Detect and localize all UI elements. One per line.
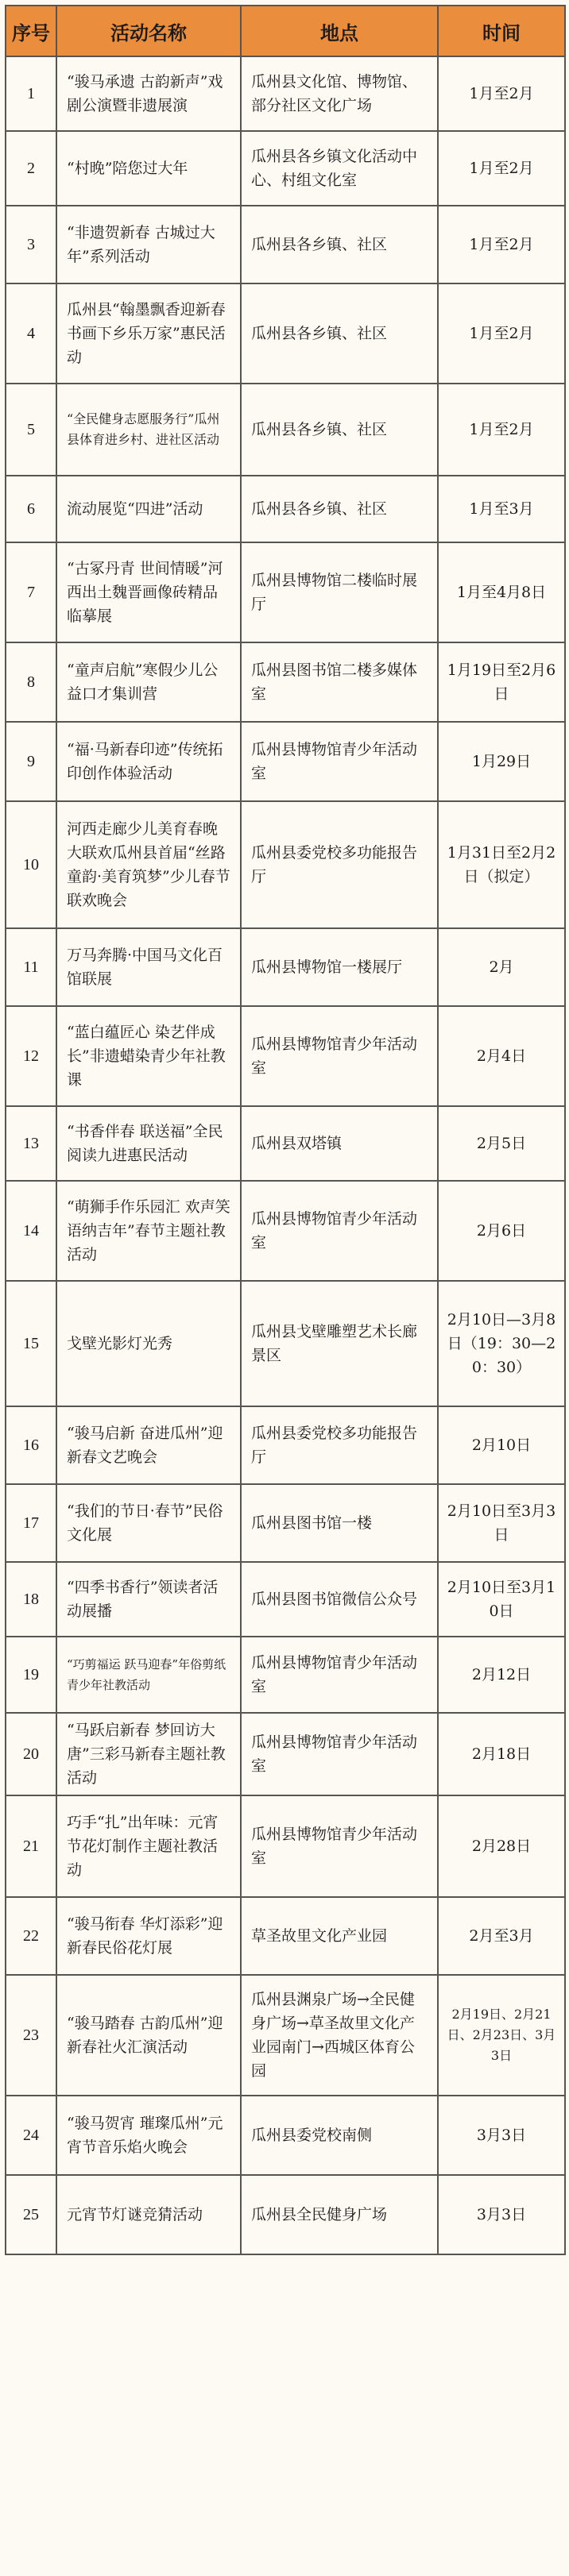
cell-location: 瓜州县戈壁雕塑艺术长廊景区: [241, 1281, 438, 1406]
cell-num: 6: [6, 476, 56, 542]
cell-time: 1月31日至2月2日（拟定）: [438, 801, 565, 928]
cell-time: 1月至2月: [438, 56, 565, 131]
cell-activity: “福·马新春印迹”传统拓印创作体验活动: [56, 722, 241, 801]
cell-time: 1月至2月: [438, 384, 565, 476]
cell-num: 21: [6, 1795, 56, 1897]
cell-num: 7: [6, 542, 56, 642]
cell-num: 16: [6, 1406, 56, 1484]
cell-num: 22: [6, 1897, 56, 1975]
cell-num: 14: [6, 1181, 56, 1281]
cell-activity: 巧手“扎”出年味：元宵节花灯制作主题社教活动: [56, 1795, 241, 1897]
cell-time: 1月29日: [438, 722, 565, 801]
table-row: [6, 131, 565, 206]
cell-time: 2月6日: [438, 1181, 565, 1281]
cell-time: 2月28日: [438, 1795, 565, 1897]
table-row: [6, 1562, 565, 1637]
table-row: [6, 1795, 565, 1897]
cell-activity: “骏马启新 奋进瓜州”迎新春文艺晚会: [56, 1406, 241, 1484]
table-row: [6, 1975, 565, 2096]
cell-location: 瓜州县文化馆、博物馆、部分社区文化广场: [241, 56, 438, 131]
table-row: [6, 642, 565, 722]
cell-activity: “我们的节日·春节”民俗文化展: [56, 1484, 241, 1562]
cell-num: 10: [6, 801, 56, 928]
cell-time: 2月至3月: [438, 1897, 565, 1975]
cell-time: 1月至3月: [438, 476, 565, 542]
cell-activity: “骏马衔春 华灯添彩”迎新春民俗花灯展: [56, 1897, 241, 1975]
cell-location: 瓜州县博物馆青少年活动室: [241, 722, 438, 801]
table-row: [6, 1484, 565, 1562]
cell-activity: “全民健身志愿服务行”瓜州县体育进乡村、进社区活动: [56, 384, 241, 476]
cell-activity: 戈壁光影灯光秀: [56, 1281, 241, 1406]
table-row: [6, 56, 565, 131]
cell-time: 1月至2月: [438, 206, 565, 283]
cell-location: 瓜州县博物馆一楼展厅: [241, 928, 438, 1006]
table-row: [6, 1637, 565, 1713]
cell-location: 瓜州县博物馆二楼临时展厅: [241, 542, 438, 642]
table-row: [6, 542, 565, 642]
cell-activity: “萌狮手作乐园汇 欢声笑语纳吉年”春节主题社教活动: [56, 1181, 241, 1281]
cell-activity: 万马奔腾·中国马文化百馆联展: [56, 928, 241, 1006]
cell-num: 25: [6, 2175, 56, 2254]
cell-time: 1月至4月8日: [438, 542, 565, 642]
cell-num: 24: [6, 2096, 56, 2175]
cell-num: 11: [6, 928, 56, 1006]
cell-time: 2月5日: [438, 1106, 565, 1181]
cell-location: 瓜州县各乡镇、社区: [241, 476, 438, 542]
cell-location: 瓜州县各乡镇、社区: [241, 384, 438, 476]
table-row: [6, 384, 565, 476]
activity-schedule-table: [5, 5, 566, 2255]
cell-num: 2: [6, 131, 56, 206]
cell-num: 19: [6, 1637, 56, 1713]
table-row: [6, 2096, 565, 2175]
cell-time: 1月至2月: [438, 131, 565, 206]
cell-activity: “古冢丹青 世间情暖”河西出土魏晋画像砖精品临摹展: [56, 542, 241, 642]
cell-activity: “马跃启新春 梦回访大唐”三彩马新春主题社教活动: [56, 1713, 241, 1795]
cell-location: 瓜州县博物馆青少年活动室: [241, 1637, 438, 1713]
table-row: [6, 476, 565, 542]
cell-activity: 瓜州县“翰墨飘香迎新春 书画下乡乐万家”惠民活动: [56, 283, 241, 384]
cell-num: 12: [6, 1006, 56, 1106]
cell-time: 2月10日: [438, 1406, 565, 1484]
cell-num: 4: [6, 283, 56, 384]
cell-location: 瓜州县全民健身广场: [241, 2175, 438, 2254]
table-row: [6, 1713, 565, 1795]
table-row: [6, 1897, 565, 1975]
header-activity: 活动名称: [56, 6, 241, 56]
cell-activity: “童声启航”寒假少儿公益口才集训营: [56, 642, 241, 722]
cell-location: 瓜州县委党校多功能报告厅: [241, 801, 438, 928]
cell-num: 23: [6, 1975, 56, 2096]
cell-location: 瓜州县委党校南侧: [241, 2096, 438, 2175]
cell-time: 2月10日至3月10日: [438, 1562, 565, 1637]
table-row: [6, 283, 565, 384]
cell-time: 3月3日: [438, 2096, 565, 2175]
table-row: [6, 1106, 565, 1181]
table-row: [6, 722, 565, 801]
cell-num: 13: [6, 1106, 56, 1181]
cell-location: 瓜州县双塔镇: [241, 1106, 438, 1181]
cell-num: 20: [6, 1713, 56, 1795]
cell-time: 2月18日: [438, 1713, 565, 1795]
cell-location: 瓜州县博物馆青少年活动室: [241, 1713, 438, 1795]
cell-time: 2月: [438, 928, 565, 1006]
cell-location: 瓜州县图书馆微信公众号: [241, 1562, 438, 1637]
cell-location: 瓜州县渊泉广场→全民健身广场→草圣故里文化产业园南门→西城区体育公园: [241, 1975, 438, 2096]
header-time: 时间: [438, 6, 565, 56]
cell-activity: “村晚”陪您过大年: [56, 131, 241, 206]
cell-activity: “蓝白蕴匠心 染艺伴成长”非遗蜡染青少年社教课: [56, 1006, 241, 1106]
cell-activity: “四季书香行”领读者活动展播: [56, 1562, 241, 1637]
cell-activity: “书香伴春 联送福”全民阅读九进惠民活动: [56, 1106, 241, 1181]
cell-num: 5: [6, 384, 56, 476]
cell-num: 15: [6, 1281, 56, 1406]
cell-time: 1月至2月: [438, 283, 565, 384]
table-body: [6, 56, 565, 2254]
cell-location: 瓜州县各乡镇、社区: [241, 206, 438, 283]
cell-location: 瓜州县图书馆一楼: [241, 1484, 438, 1562]
cell-activity: “骏马贺宵 璀璨瓜州”元宵节音乐焰火晚会: [56, 2096, 241, 2175]
cell-num: 3: [6, 206, 56, 283]
cell-num: 17: [6, 1484, 56, 1562]
cell-num: 8: [6, 642, 56, 722]
cell-location: 瓜州县博物馆青少年活动室: [241, 1795, 438, 1897]
cell-activity: “骏马踏春 古韵瓜州”迎新春社火汇演活动: [56, 1975, 241, 2096]
table-row: [6, 2175, 565, 2254]
cell-location: 瓜州县委党校多功能报告厅: [241, 1406, 438, 1484]
cell-activity: “巧剪福运 跃马迎春”年俗剪纸青少年社教活动: [56, 1637, 241, 1713]
table-row: [6, 928, 565, 1006]
header-row: [6, 6, 565, 56]
table-row: [6, 801, 565, 928]
table-row: [6, 1181, 565, 1281]
table-row: [6, 1006, 565, 1106]
cell-activity: 河西走廊少儿美育春晚大联欢瓜州县首届“丝路童韵·美育筑梦”少儿春节联欢晚会: [56, 801, 241, 928]
cell-location: 瓜州县各乡镇、社区: [241, 283, 438, 384]
cell-num: 18: [6, 1562, 56, 1637]
table-row: [6, 206, 565, 283]
header-num: 序号: [6, 6, 56, 56]
cell-time: 2月19日、2月21日、2月23日、3月3日: [438, 1975, 565, 2096]
cell-activity: “骏马承遗 古韵新声”戏剧公演暨非遗展演: [56, 56, 241, 131]
cell-num: 1: [6, 56, 56, 131]
table-header: [6, 6, 565, 56]
cell-location: 瓜州县图书馆二楼多媒体室: [241, 642, 438, 722]
table-row: [6, 1281, 565, 1406]
cell-activity: “非遗贺新春 古城过大年”系列活动: [56, 206, 241, 283]
cell-time: 2月10日—3月8日（19：30—20：30）: [438, 1281, 565, 1406]
cell-activity: 流动展览“四进”活动: [56, 476, 241, 542]
cell-time: 1月19日至2月6日: [438, 642, 565, 722]
cell-location: 瓜州县各乡镇文化活动中心、村组文化室: [241, 131, 438, 206]
table-row: [6, 1406, 565, 1484]
cell-time: 2月12日: [438, 1637, 565, 1713]
cell-activity: 元宵节灯谜竞猜活动: [56, 2175, 241, 2254]
header-location: 地点: [241, 6, 438, 56]
cell-location: 瓜州县博物馆青少年活动室: [241, 1006, 438, 1106]
cell-time: 2月10日至3月3日: [438, 1484, 565, 1562]
cell-location: 草圣故里文化产业园: [241, 1897, 438, 1975]
cell-location: 瓜州县博物馆青少年活动室: [241, 1181, 438, 1281]
cell-time: 3月3日: [438, 2175, 565, 2254]
cell-num: 9: [6, 722, 56, 801]
cell-time: 2月4日: [438, 1006, 565, 1106]
